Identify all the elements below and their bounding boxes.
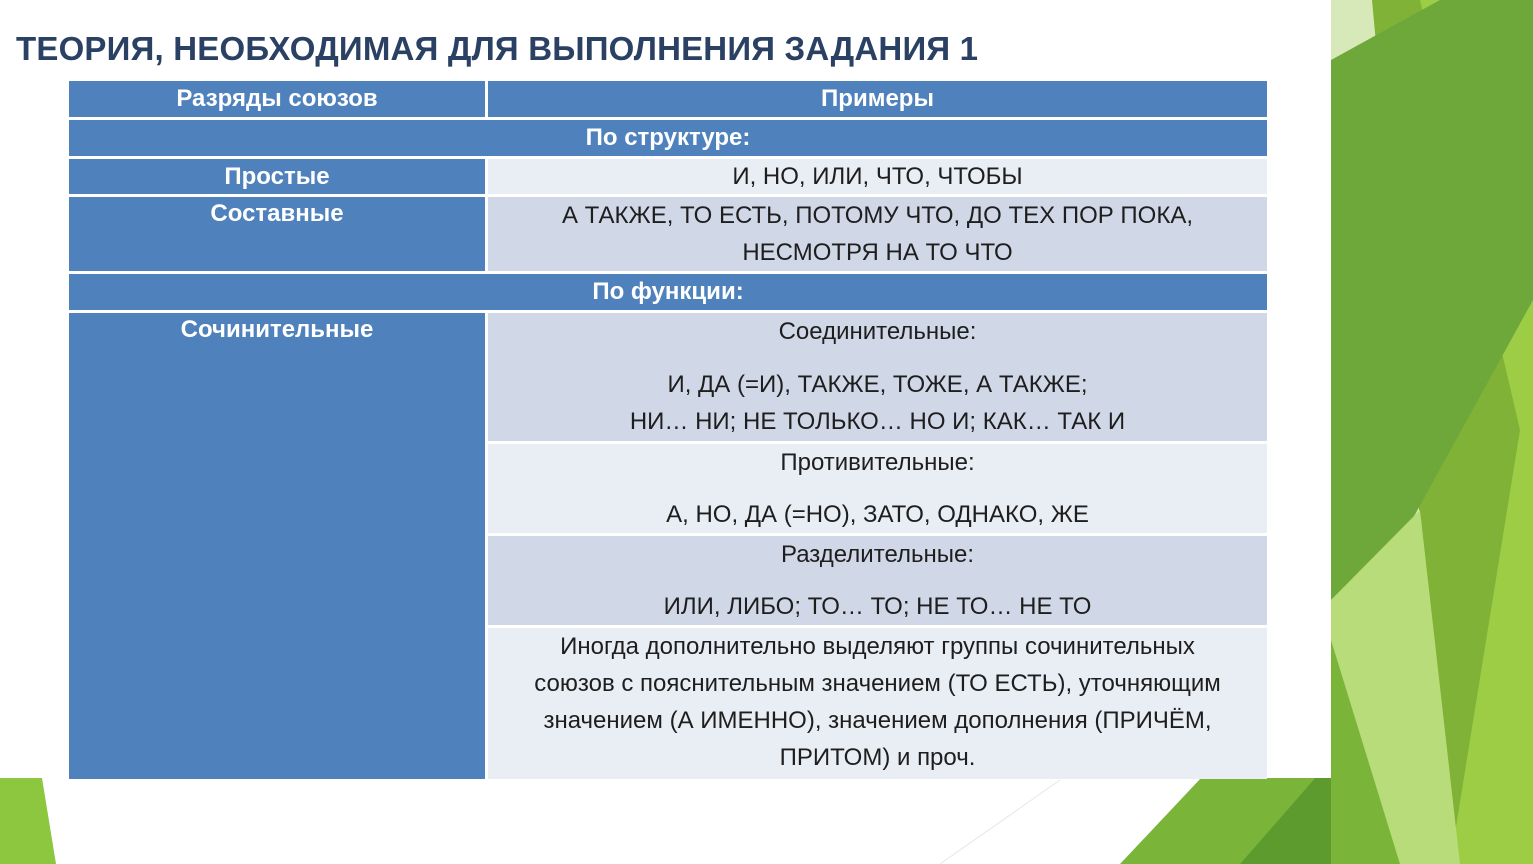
category-label-simple [69, 159, 488, 197]
table-row-coordinating [69, 313, 1267, 779]
examples-line: НИ… НИ; НЕ ТОЛЬКО… НО И; КАК… ТАК И [629, 408, 1126, 435]
conjunctions-table [69, 81, 1267, 779]
examples-line: А, НО, ДА (=НО), ЗАТО, ОДНАКО, ЖЕ [666, 501, 1089, 528]
section-heading-function: По функции: [69, 274, 1267, 313]
examples-line: А ТАКЖЕ, ТО ЕСТЬ, ПОТОМУ ЧТО, ДО ТЕХ ПОР ПОКА, [562, 202, 1193, 229]
category-label-compound [69, 197, 488, 274]
category-label-coordinating [69, 313, 488, 779]
coordinating-groups [488, 313, 1267, 779]
section-row-structure [69, 120, 1267, 159]
category-text: Простые [224, 163, 330, 190]
column-header-text: Разряды союзов [176, 85, 378, 112]
examples-text: И, НО, ИЛИ, ЧТО, ЧТОБЫ [732, 163, 1023, 190]
column-header-text: Примеры [821, 85, 934, 112]
group-connective [488, 313, 1267, 444]
examples-line: ИЛИ, ЛИБО; ТО… ТО; НЕ ТО… НЕ ТО [663, 593, 1092, 620]
column-header-categories [69, 81, 488, 120]
note-line: союзов с пояснительным значением (ТО ЕСТЬ), уточняющим [534, 670, 1221, 697]
note-line: значением (А ИМЕННО), значением дополнения (ПРИЧЁМ, [543, 707, 1212, 734]
examples-compound [488, 197, 1267, 274]
group-adversative [488, 444, 1267, 536]
group-name: Противительные: [780, 449, 975, 476]
table-row-compound [69, 197, 1267, 274]
section-row-function [69, 274, 1267, 313]
note-line: Иногда дополнительно выделяют группы сочинительных [560, 633, 1195, 660]
section-heading-structure: По структуре: [69, 120, 1267, 159]
category-text: Сочинительные [180, 316, 374, 343]
note-line: ПРИТОМ) и проч. [779, 744, 976, 771]
table-header-row [69, 81, 1267, 120]
examples-simple [488, 159, 1267, 197]
table-row-simple [69, 159, 1267, 197]
examples-line: НЕСМОТРЯ НА ТО ЧТО [742, 239, 1013, 266]
group-note [488, 628, 1267, 779]
column-header-examples [488, 81, 1267, 120]
green-facet [0, 778, 56, 864]
group-name: Соединительные: [778, 318, 977, 345]
divider [940, 780, 1060, 864]
category-text: Составные [210, 200, 344, 227]
page-title: ТЕОРИЯ, НЕОБХОДИМАЯ ДЛЯ ВЫПОЛНЕНИЯ ЗАДАНИЯ 1 [16, 30, 979, 67]
group-name: Разделительные: [780, 541, 975, 568]
group-disjunctive [488, 536, 1267, 628]
examples-line: И, ДА (=И), ТАКЖЕ, ТОЖЕ, А ТАКЖЕ; [667, 371, 1088, 398]
